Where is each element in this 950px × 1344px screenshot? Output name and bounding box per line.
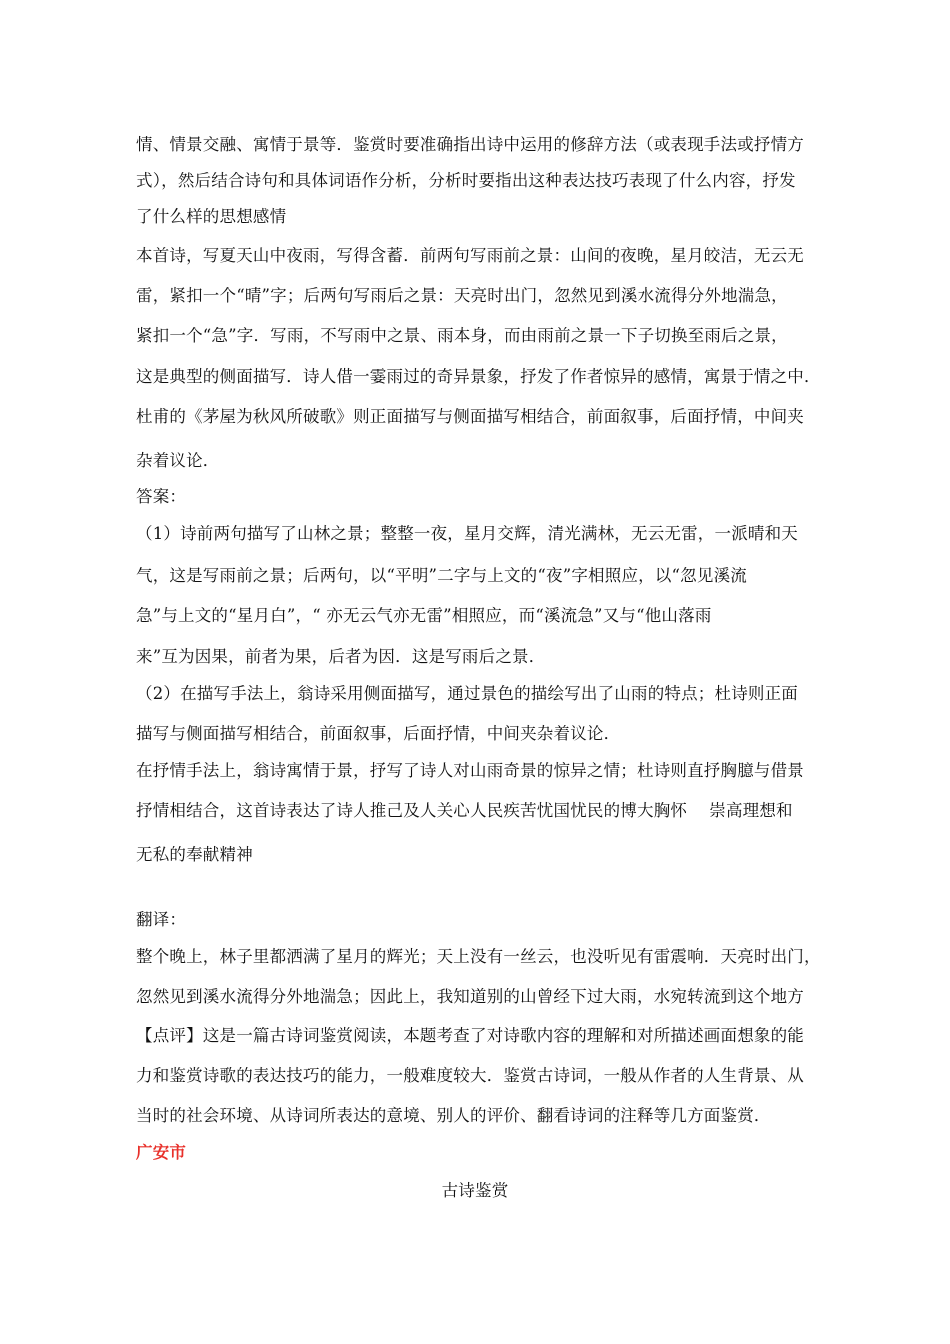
text-line: 描写与侧面描写相结合，前面叙事，后面抒情，中间夹杂着议论．: [136, 724, 621, 743]
text-line: 雷，紧扣一个“晴”字；后两句写雨后之景：天亮时出门，忽然见到溪水流得分外地湍急，: [136, 286, 788, 305]
text-line: 这是典型的侧面描写．诗人借一霎雨过的奇异景象，抒发了作者惊异的感情，寓景于情之中．: [136, 367, 821, 386]
text-line: 当时的社会环境、从诗词所表达的意境、别人的评价、翻看诗词的注释等几方面鉴赏．: [136, 1106, 771, 1125]
section-title: 古诗鉴赏: [441, 1181, 509, 1200]
text-line: 忽然见到溪水流得分外地湍急；因此上，我知道别的山曾经下过大雨，水宛转流到这个地方: [136, 987, 804, 1006]
text-line: （2）在描写手法上，翁诗采用侧面描写，通过景色的描绘写出了山雨的特点；杜诗则正面: [136, 684, 798, 703]
text-line: 紧扣一个“急”字．写雨，不写雨中之景、雨本身，而由雨前之景一下子切换至雨后之景，: [136, 326, 788, 345]
answer-label: 答案：: [136, 487, 187, 506]
text-line: 气，这是写雨前之景；后两句，以“平明”二字与上文的“夜”字相照应，以“忽见溪流: [136, 566, 747, 585]
text-line: （1）诗前两句描写了山林之景；整整一夜，星月交辉，清光满林，无云无雷，一派晴和天: [136, 524, 798, 543]
text-line: 杜甫的《茅屋为秋风所破歌》则正面描写与侧面描写相结合，前面叙事，后面抒情，中间夹: [136, 407, 804, 426]
text-line: 情、情景交融、寓情于景等．鉴赏时要准确指出诗中运用的修辞方法（或表现手法或抒情方: [136, 135, 804, 154]
text-line: 式），然后结合诗句和具体词语作分析，分析时要指出这种表达技巧表现了什么内容，抒发: [136, 171, 796, 190]
text-line: 在抒情手法上，翁诗寓情于景，抒写了诗人对山雨奇景的惊异之情；杜诗则直抒胸臆与借景: [136, 761, 804, 780]
region-heading: 广安市: [136, 1143, 187, 1162]
text-line: 抒情相结合，这首诗表达了诗人推己及人关心人民疾苦忧国忧民的博大胸怀 崇高理想和: [136, 801, 793, 820]
text-line: 急”与上文的“星月白”，“ 亦无云气亦无雷”相照应，而“溪流急”又与“他山落雨: [136, 606, 712, 625]
text-line: 杂着议论．: [136, 451, 220, 470]
text-line: 【点评】这是一篇古诗词鉴赏阅读，本题考查了对诗歌内容的理解和对所描述画面想象的能: [136, 1026, 804, 1045]
text-line: 来”互为因果，前者为果，后者为因．这是写雨后之景．: [136, 647, 546, 666]
text-line: 无私的奉献精神: [136, 845, 253, 864]
translation-label: 翻译：: [136, 910, 187, 929]
text-line: 了什么样的思想感情: [136, 207, 287, 226]
text-line: 力和鉴赏诗歌的表达技巧的能力，一般难度较大．鉴赏古诗词，一般从作者的人生背景、从: [136, 1066, 804, 1085]
text-line: 整个晚上，林子里都洒满了星月的辉光；天上没有一丝云，也没听见有雷震响．天亮时出门，: [136, 947, 821, 966]
text-line: 本首诗，写夏天山中夜雨，写得含蓄．前两句写雨前之景：山间的夜晚，星月皎洁，无云无: [136, 246, 804, 265]
